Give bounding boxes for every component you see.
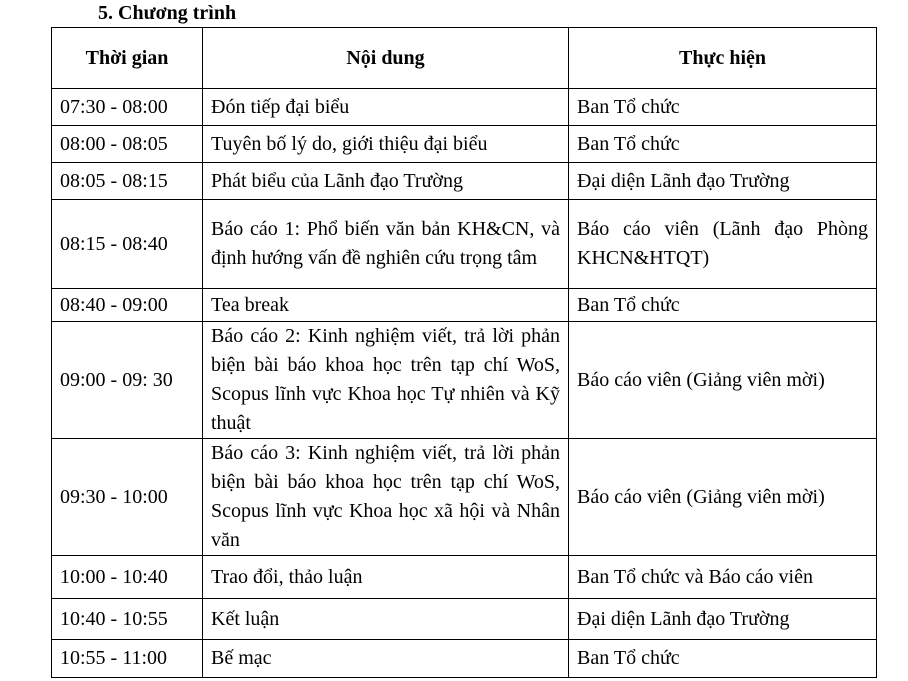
column-header-content: Nội dung [203, 28, 569, 89]
content-cell: Đón tiếp đại biểu [203, 89, 569, 126]
performer-cell: Ban Tổ chức [569, 640, 877, 678]
column-header-time: Thời gian [52, 28, 203, 89]
table-row [52, 640, 877, 678]
time-cell: 07:30 - 08:00 [52, 89, 203, 126]
program-schedule-table [51, 27, 877, 678]
content-cell: Bế mạc [203, 640, 569, 678]
table-row [52, 322, 877, 439]
performer-cell: Đại diện Lãnh đạo Trường [569, 599, 877, 640]
content-cell: Tuyên bố lý do, giới thiệu đại biểu [203, 126, 569, 163]
time-cell: 08:40 - 09:00 [52, 289, 203, 322]
column-header-performer: Thực hiện [569, 28, 877, 89]
table-row [52, 89, 877, 126]
content-cell: Kết luận [203, 599, 569, 640]
table-row [52, 556, 877, 599]
time-cell: 10:00 - 10:40 [52, 556, 203, 599]
table-row [52, 599, 877, 640]
table-header-row [52, 28, 877, 89]
time-cell: 08:15 - 08:40 [52, 200, 203, 289]
table-row [52, 439, 877, 556]
time-cell: 09:00 - 09: 30 [52, 322, 203, 439]
table-row [52, 163, 877, 200]
time-cell: 08:00 - 08:05 [52, 126, 203, 163]
performer-cell: Báo cáo viên (Lãnh đạo Phòng KHCN&HTQT) [569, 200, 877, 289]
performer-cell: Ban Tổ chức [569, 126, 877, 163]
table-row [52, 126, 877, 163]
performer-cell: Ban Tổ chức và Báo cáo viên [569, 556, 877, 599]
content-cell: Báo cáo 2: Kinh nghiệm viết, trả lời phản biện bài báo khoa học trên tạp chí WoS, Scopus lĩnh vực Khoa học Tự nhiên và Kỹ thuật [203, 322, 569, 439]
time-cell: 09:30 - 10:00 [52, 439, 203, 556]
time-cell: 10:55 - 11:00 [52, 640, 203, 678]
time-cell: 08:05 - 08:15 [52, 163, 203, 200]
table-row [52, 289, 877, 322]
performer-cell: Đại diện Lãnh đạo Trường [569, 163, 877, 200]
content-cell: Báo cáo 1: Phổ biến văn bản KH&CN, và định hướng vấn đề nghiên cứu trọng tâm [203, 200, 569, 289]
performer-cell: Báo cáo viên (Giảng viên mời) [569, 439, 877, 556]
section-title: 5. Chương trình [98, 2, 237, 24]
time-cell: 10:40 - 10:55 [52, 599, 203, 640]
table-row [52, 200, 877, 289]
performer-cell: Ban Tổ chức [569, 289, 877, 322]
performer-cell: Báo cáo viên (Giảng viên mời) [569, 322, 877, 439]
performer-cell: Ban Tổ chức [569, 89, 877, 126]
content-cell: Báo cáo 3: Kinh nghiệm viết, trả lời phản biện bài báo khoa học trên tạp chí WoS, Scopus lĩnh vực Khoa học xã hội và Nhân văn [203, 439, 569, 556]
content-cell: Phát biểu của Lãnh đạo Trường [203, 163, 569, 200]
content-cell: Tea break [203, 289, 569, 322]
content-cell: Trao đổi, thảo luận [203, 556, 569, 599]
